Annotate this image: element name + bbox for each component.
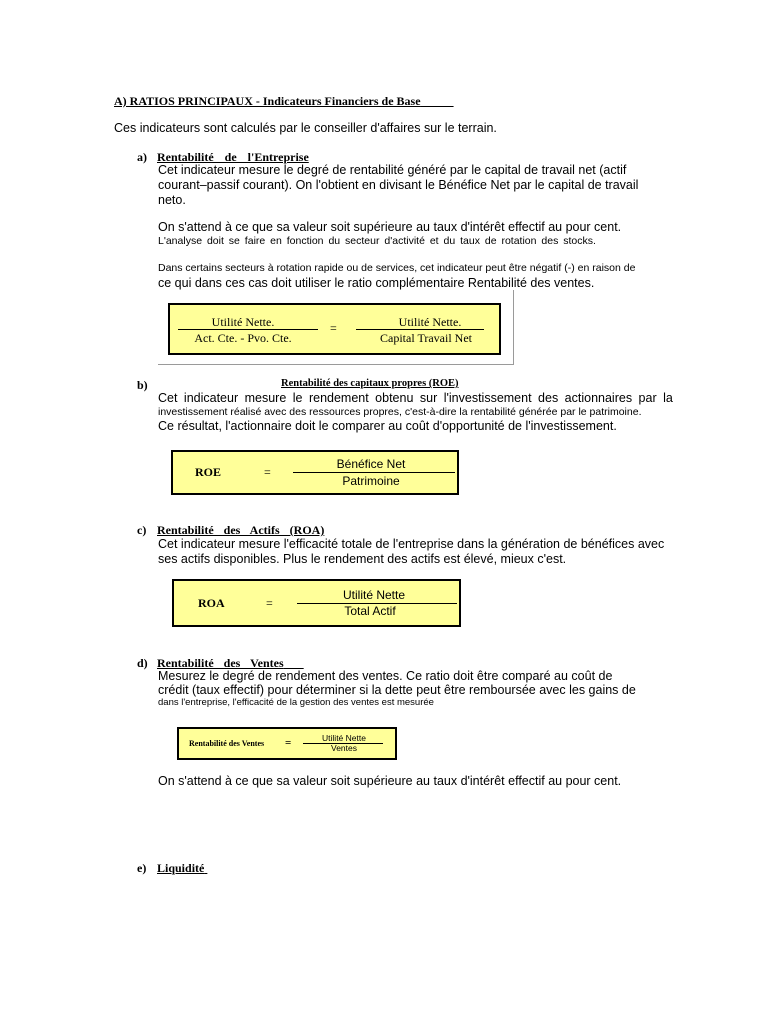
section-b-line1: Cet indicateur mesure le rendement obtenu sur l'investissement des actionnaires par la (158, 391, 673, 405)
section-c-line1: Cet indicateur mesure l'efficacité totale de l'entreprise dans la génération de bénéfices avec (158, 537, 665, 551)
formula-a-right-den: Capital Travail Net (380, 331, 472, 345)
section-a-para1-line3: neto. (158, 193, 186, 207)
formula-b-num: Bénéfice Net (336, 457, 406, 471)
formula-d-den: Ventes (331, 743, 357, 753)
formula-d-label: Rentabilité des Ventes (189, 739, 265, 748)
formula-a-box (168, 303, 501, 355)
formula-a-left-num: Utilité Nette. (211, 315, 275, 329)
formula-a-frame-bottom (158, 364, 514, 365)
formula-c-num: Utilité Nette (342, 588, 406, 602)
section-a-title: Rentabilité de l'Entreprise (157, 150, 309, 164)
section-d-title: Rentabilité des Ventes (157, 656, 284, 670)
formula-a-frame-right (513, 290, 514, 364)
formula-a-right-num: Utilité Nette. (398, 315, 462, 329)
section-c-marker: c) (137, 523, 147, 537)
section-b-title: Rentabilité des capitaux propres (ROE) (281, 378, 459, 389)
formula-c-equals: = (266, 596, 273, 610)
section-d-line3: dans l'entreprise, l'efficacité de la gestion des ventes est mesurée (158, 697, 434, 708)
section-b-line3: Ce résultat, l'actionnaire doit le comparer au coût d'opportunité de l'investissement. (158, 419, 617, 433)
section-d-after: On s'attend à ce que sa valeur soit supérieure au taux d'intérêt effectif au pour cent. (158, 774, 622, 788)
section-d-line1: Mesurez le degré de rendement des ventes. Ce ratio doit être comparé au coût de (158, 669, 613, 683)
formula-a-equals: = (330, 321, 337, 335)
formula-d-num: Utilité Nette (322, 733, 366, 743)
formula-c-den: Total Actif (344, 604, 396, 618)
section-e-marker: e) (137, 861, 147, 875)
formula-b-den: Patrimoine (342, 474, 400, 488)
page-title: A) RATIOS PRINCIPAUX - Indicateurs Financiers de Base (114, 94, 421, 108)
section-a-para1-line2: courant–passif courant). On l'obtient en divisant le Bénéfice Net par le capital de travail (158, 178, 639, 192)
section-b-marker: b) (137, 378, 148, 392)
section-a-para1-line1: Cet indicateur mesure le degré de rentabilité généré par le capital de travail net (actif (158, 163, 627, 177)
formula-d-equals: = (285, 737, 292, 749)
section-d-line2: crédit (taux effectif) pour déterminer si la dette peut être remboursée avec les gains de (158, 683, 636, 697)
intro-text: Ces indicateurs sont calculés par le conseiller d'affaires sur le terrain. (114, 121, 497, 135)
formula-b-label: ROE (195, 465, 222, 479)
formula-a-left-den: Act. Cte. - Pvo. Cte. (194, 331, 292, 345)
section-a-para3: L'analyse doit se faire en fonction du secteur d'activité et du taux de rotation des stocks. (158, 235, 596, 247)
formula-a-left-bar (178, 329, 318, 330)
formula-a-right-bar (356, 329, 484, 330)
section-d-marker: d) (137, 656, 148, 670)
section-a-para4-small: Dans certains secteurs à rotation rapide ou de services, cet indicateur peut être négatif (-) en raison de (158, 262, 636, 274)
formula-c-box (172, 579, 461, 627)
section-c-line2: ses actifs disponibles. Plus le rendement des actifs est élevé, mieux c'est. (158, 552, 567, 566)
section-e-title: Liquidité (157, 861, 205, 875)
section-c-title: Rentabilité des Actifs (ROA) (157, 523, 325, 537)
formula-d-box (177, 727, 397, 760)
section-b-line2: investissement réalisé avec des ressources propres, c'est-à-dire la rentabilité générée par le patrimoine. (158, 406, 642, 418)
formula-b-box (171, 450, 459, 495)
formula-c-label: ROA (198, 596, 225, 610)
formula-b-bar (293, 472, 455, 473)
section-a-marker: a) (137, 150, 147, 164)
formula-b-equals: = (264, 465, 271, 479)
section-a-para4: ce qui dans ces cas doit utiliser le ratio complémentaire Rentabilité des ventes. (158, 276, 595, 290)
section-a-para2: On s'attend à ce que sa valeur soit supérieure au taux d'intérêt effectif au pour cent. (158, 220, 622, 234)
